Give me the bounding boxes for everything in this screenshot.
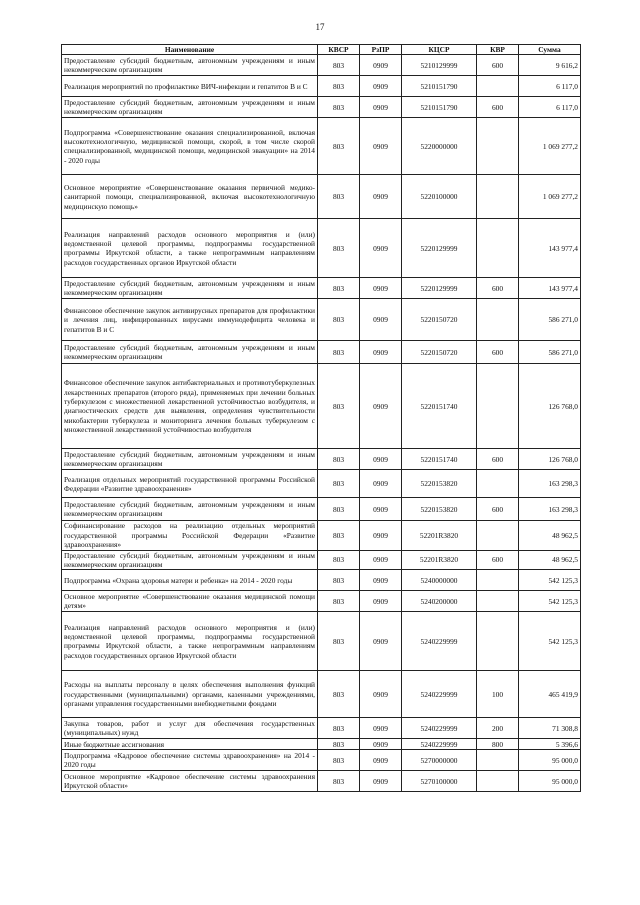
row-rzpr-cell: 0909 [360, 521, 402, 550]
row-kvr-cell [477, 771, 519, 792]
row-name-cell: Софинансирование расходов на реализацию отдельных мероприятий государственной программы Российской Федерации «Развитие здравоохранения» [62, 521, 318, 550]
row-name-cell: Финансовое обеспечение закупок антибактериальных и противотуберкулезных лекарственных препаратов (второго ряда), применяемых при лечении больных туберкулезом с множественной лекарственной устойчивостью возбудителя, и диагностических средств для выявления, определения чувствительности микобактерии туберкулеза и мониторинга лечения больных туберкулезом с множественной лекарственной устойчивостью возбудителя [62, 364, 318, 449]
row-kcsr-cell: 5220129999 [402, 219, 477, 278]
row-kvr-cell [477, 175, 519, 219]
row-kvsr-cell: 803 [318, 341, 360, 364]
row-kvsr-cell: 803 [318, 671, 360, 718]
row-name-cell: Закупка товаров, работ и услуг для обеспечения государственных (муниципальных) нужд [62, 718, 318, 739]
row-kvsr-cell: 803 [318, 299, 360, 341]
row-name-cell: Реализация мероприятий по профилактике ВИЧ-инфекции и гепатитов В и С [62, 76, 318, 97]
row-name-cell: Подпрограмма «Совершенствование оказания специализированной, включая высокотехнологичную, медицинской помощи, скорой, в том числе скорой специализированной, медицинской помощи, медицинской эвакуации» на 2014 - 2020 годы [62, 118, 318, 175]
row-kcsr-cell: 5210151790 [402, 97, 477, 118]
row-kvsr-cell: 803 [318, 550, 360, 570]
table-row [62, 498, 581, 521]
table-row [62, 76, 581, 97]
row-kvsr-cell: 803 [318, 591, 360, 612]
row-sum-cell: 48 962,5 [519, 521, 581, 550]
row-kcsr-cell: 5270100000 [402, 771, 477, 792]
header-kvr: КВР [477, 45, 519, 55]
table-row [62, 278, 581, 299]
row-kvr-cell [477, 470, 519, 498]
row-rzpr-cell: 0909 [360, 118, 402, 175]
row-kvr-cell [477, 219, 519, 278]
row-kvsr-cell: 803 [318, 219, 360, 278]
row-kvsr-cell: 803 [318, 175, 360, 219]
table-row [62, 470, 581, 498]
row-sum-cell: 163 298,3 [519, 470, 581, 498]
row-name-cell: Реализация направлений расходов основного мероприятия и (или) ведомственной целевой программы, подпрограммы государственной программы Иркутской области, а также непрограммным направлениям расходов государственных органов Иркутской области [62, 612, 318, 671]
row-name-cell: Предоставление субсидий бюджетным, автономным учреждениям и иным некоммерческим организациям [62, 97, 318, 118]
row-kvr-cell [477, 591, 519, 612]
row-name-cell: Предоставление субсидий бюджетным, автономным учреждениям и иным некоммерческим организациям [62, 278, 318, 299]
table-row [62, 449, 581, 470]
row-kcsr-cell: 5220100000 [402, 175, 477, 219]
row-name-cell: Реализация направлений расходов основного мероприятия и (или) ведомственной целевой программы, подпрограммы государственной программы Иркутской области, а также непрограммным направлениям расходов государственных органов Иркутской области [62, 219, 318, 278]
row-kcsr-cell: 5240000000 [402, 570, 477, 591]
row-rzpr-cell: 0909 [360, 739, 402, 750]
row-kcsr-cell: 5240229999 [402, 671, 477, 718]
row-kvr-cell: 600 [477, 341, 519, 364]
row-sum-cell: 586 271,0 [519, 341, 581, 364]
row-kvr-cell: 600 [477, 97, 519, 118]
row-rzpr-cell: 0909 [360, 771, 402, 792]
table-row [62, 55, 581, 76]
row-kcsr-cell: 5240200000 [402, 591, 477, 612]
budget-table [61, 44, 581, 792]
row-kvr-cell [477, 364, 519, 449]
row-kvr-cell [477, 299, 519, 341]
row-kcsr-cell: 52201R3820 [402, 550, 477, 570]
row-kcsr-cell: 5270000000 [402, 750, 477, 771]
table-row [62, 718, 581, 739]
row-kvsr-cell: 803 [318, 364, 360, 449]
row-kvsr-cell: 803 [318, 750, 360, 771]
table-row [62, 521, 581, 550]
row-rzpr-cell: 0909 [360, 97, 402, 118]
row-name-cell: Основное мероприятие «Кадровое обеспечение системы здравоохранения Иркутской области» [62, 771, 318, 792]
row-sum-cell: 95 000,0 [519, 750, 581, 771]
row-sum-cell: 465 419,9 [519, 671, 581, 718]
row-kvsr-cell: 803 [318, 521, 360, 550]
row-kvr-cell [477, 750, 519, 771]
row-kvsr-cell: 803 [318, 449, 360, 470]
row-sum-cell: 163 298,3 [519, 498, 581, 521]
row-rzpr-cell: 0909 [360, 718, 402, 739]
row-name-cell: Основное мероприятие «Совершенствование оказания первичной медико-санитарной помощи, специализированной, включая высокотехнологичную медицинскую помощь» [62, 175, 318, 219]
row-kvsr-cell: 803 [318, 55, 360, 76]
row-kvsr-cell: 803 [318, 118, 360, 175]
row-kcsr-cell: 5220129999 [402, 278, 477, 299]
row-rzpr-cell: 0909 [360, 55, 402, 76]
row-rzpr-cell: 0909 [360, 341, 402, 364]
row-kvsr-cell: 803 [318, 570, 360, 591]
row-sum-cell: 542 125,3 [519, 570, 581, 591]
row-name-cell: Предоставление субсидий бюджетным, автономным учреждениям и иным некоммерческим организациям [62, 55, 318, 76]
row-name-cell: Предоставление субсидий бюджетным, автономным учреждениям и иным некоммерческим организациям [62, 341, 318, 364]
row-kvr-cell: 600 [477, 55, 519, 76]
row-kcsr-cell: 5220153820 [402, 470, 477, 498]
row-sum-cell: 95 000,0 [519, 771, 581, 792]
row-sum-cell: 126 768,0 [519, 449, 581, 470]
row-name-cell: Предоставление субсидий бюджетным, автономным учреждениям и иным некоммерческим организациям [62, 449, 318, 470]
row-sum-cell: 48 962,5 [519, 550, 581, 570]
table-header-row [62, 45, 581, 55]
row-kvsr-cell: 803 [318, 498, 360, 521]
row-name-cell: Финансовое обеспечение закупок антивирусных препаратов для профилактики и лечения лиц, инфицированных вирусами иммунодефицита человека и гепатитов В и С [62, 299, 318, 341]
row-name-cell: Предоставление субсидий бюджетным, автономным учреждениям и иным некоммерческим организациям [62, 498, 318, 521]
row-kcsr-cell: 5220153820 [402, 498, 477, 521]
row-kvr-cell [477, 570, 519, 591]
row-name-cell: Реализация отдельных мероприятий государственной программы Российской Федерации «Развитие здравоохранения» [62, 470, 318, 498]
header-sum: Сумма [519, 45, 581, 55]
row-kcsr-cell: 5220000000 [402, 118, 477, 175]
row-rzpr-cell: 0909 [360, 278, 402, 299]
row-kvr-cell: 600 [477, 278, 519, 299]
row-name-cell: Подпрограмма «Кадровое обеспечение системы здравоохранения» на 2014 - 2020 годы [62, 750, 318, 771]
row-kvr-cell [477, 118, 519, 175]
row-rzpr-cell: 0909 [360, 76, 402, 97]
row-rzpr-cell: 0909 [360, 671, 402, 718]
table-row [62, 739, 581, 750]
table-row [62, 118, 581, 175]
table-row [62, 612, 581, 671]
page-number: 17 [315, 22, 325, 32]
row-sum-cell: 586 271,0 [519, 299, 581, 341]
table-row [62, 219, 581, 278]
row-kvsr-cell: 803 [318, 739, 360, 750]
row-name-cell: Основное мероприятие «Совершенствование оказания медицинской помощи детям» [62, 591, 318, 612]
row-sum-cell: 5 396,6 [519, 739, 581, 750]
row-sum-cell: 1 069 277,2 [519, 175, 581, 219]
table-row [62, 299, 581, 341]
row-kvr-cell: 600 [477, 498, 519, 521]
table-body [62, 55, 581, 792]
row-sum-cell: 126 768,0 [519, 364, 581, 449]
row-sum-cell: 542 125,3 [519, 612, 581, 671]
row-name-cell: Предоставление субсидий бюджетным, автономным учреждениям и иным некоммерческим организациям [62, 550, 318, 570]
row-rzpr-cell: 0909 [360, 550, 402, 570]
row-rzpr-cell: 0909 [360, 498, 402, 521]
row-kvr-cell: 200 [477, 718, 519, 739]
row-kcsr-cell: 52201R3820 [402, 521, 477, 550]
row-sum-cell: 143 977,4 [519, 278, 581, 299]
row-rzpr-cell: 0909 [360, 219, 402, 278]
row-rzpr-cell: 0909 [360, 591, 402, 612]
table-row [62, 364, 581, 449]
row-name-cell: Расходы на выплаты персоналу в целях обеспечения выполнения функций государственными (муниципальными) органами, казенными учреждениями, органами управления государственными внебюджетными фондами [62, 671, 318, 718]
row-kvr-cell [477, 521, 519, 550]
row-kcsr-cell: 5240229999 [402, 739, 477, 750]
row-kvsr-cell: 803 [318, 718, 360, 739]
row-rzpr-cell: 0909 [360, 449, 402, 470]
row-kcsr-cell: 5220151740 [402, 449, 477, 470]
row-kvsr-cell: 803 [318, 278, 360, 299]
row-kvsr-cell: 803 [318, 97, 360, 118]
row-kvsr-cell: 803 [318, 612, 360, 671]
row-kvr-cell: 600 [477, 550, 519, 570]
row-kvsr-cell: 803 [318, 470, 360, 498]
table-row [62, 591, 581, 612]
row-rzpr-cell: 0909 [360, 612, 402, 671]
table-row [62, 750, 581, 771]
row-rzpr-cell: 0909 [360, 750, 402, 771]
row-sum-cell: 9 616,2 [519, 55, 581, 76]
row-rzpr-cell: 0909 [360, 570, 402, 591]
row-rzpr-cell: 0909 [360, 175, 402, 219]
row-name-cell: Иные бюджетные ассигнования [62, 739, 318, 750]
row-kcsr-cell: 5220150720 [402, 299, 477, 341]
table-row [62, 97, 581, 118]
header-kcsr: КЦСР [402, 45, 477, 55]
table-row [62, 550, 581, 570]
table-row [62, 570, 581, 591]
row-sum-cell: 1 069 277,2 [519, 118, 581, 175]
row-sum-cell: 71 308,8 [519, 718, 581, 739]
row-kcsr-cell: 5220150720 [402, 341, 477, 364]
table-row [62, 341, 581, 364]
row-sum-cell: 6 117,0 [519, 97, 581, 118]
row-rzpr-cell: 0909 [360, 470, 402, 498]
row-kvr-cell: 800 [477, 739, 519, 750]
row-kcsr-cell: 5210129999 [402, 55, 477, 76]
row-rzpr-cell: 0909 [360, 364, 402, 449]
row-kcsr-cell: 5240229999 [402, 612, 477, 671]
row-kcsr-cell: 5210151790 [402, 76, 477, 97]
row-kvr-cell: 600 [477, 449, 519, 470]
header-kvsr: КВСР [318, 45, 360, 55]
table-row [62, 771, 581, 792]
table-row [62, 671, 581, 718]
row-sum-cell: 6 117,0 [519, 76, 581, 97]
row-kcsr-cell: 5220151740 [402, 364, 477, 449]
row-kcsr-cell: 5240229999 [402, 718, 477, 739]
header-name: Наименование [62, 45, 318, 55]
row-kvr-cell [477, 76, 519, 97]
row-kvsr-cell: 803 [318, 76, 360, 97]
header-rzpr: РзПР [360, 45, 402, 55]
row-sum-cell: 542 125,3 [519, 591, 581, 612]
row-kvr-cell: 100 [477, 671, 519, 718]
table-row [62, 175, 581, 219]
row-kvsr-cell: 803 [318, 771, 360, 792]
row-rzpr-cell: 0909 [360, 299, 402, 341]
row-sum-cell: 143 977,4 [519, 219, 581, 278]
row-kvr-cell [477, 612, 519, 671]
row-name-cell: Подпрограмма «Охрана здоровья матери и ребенка» на 2014 - 2020 годы [62, 570, 318, 591]
